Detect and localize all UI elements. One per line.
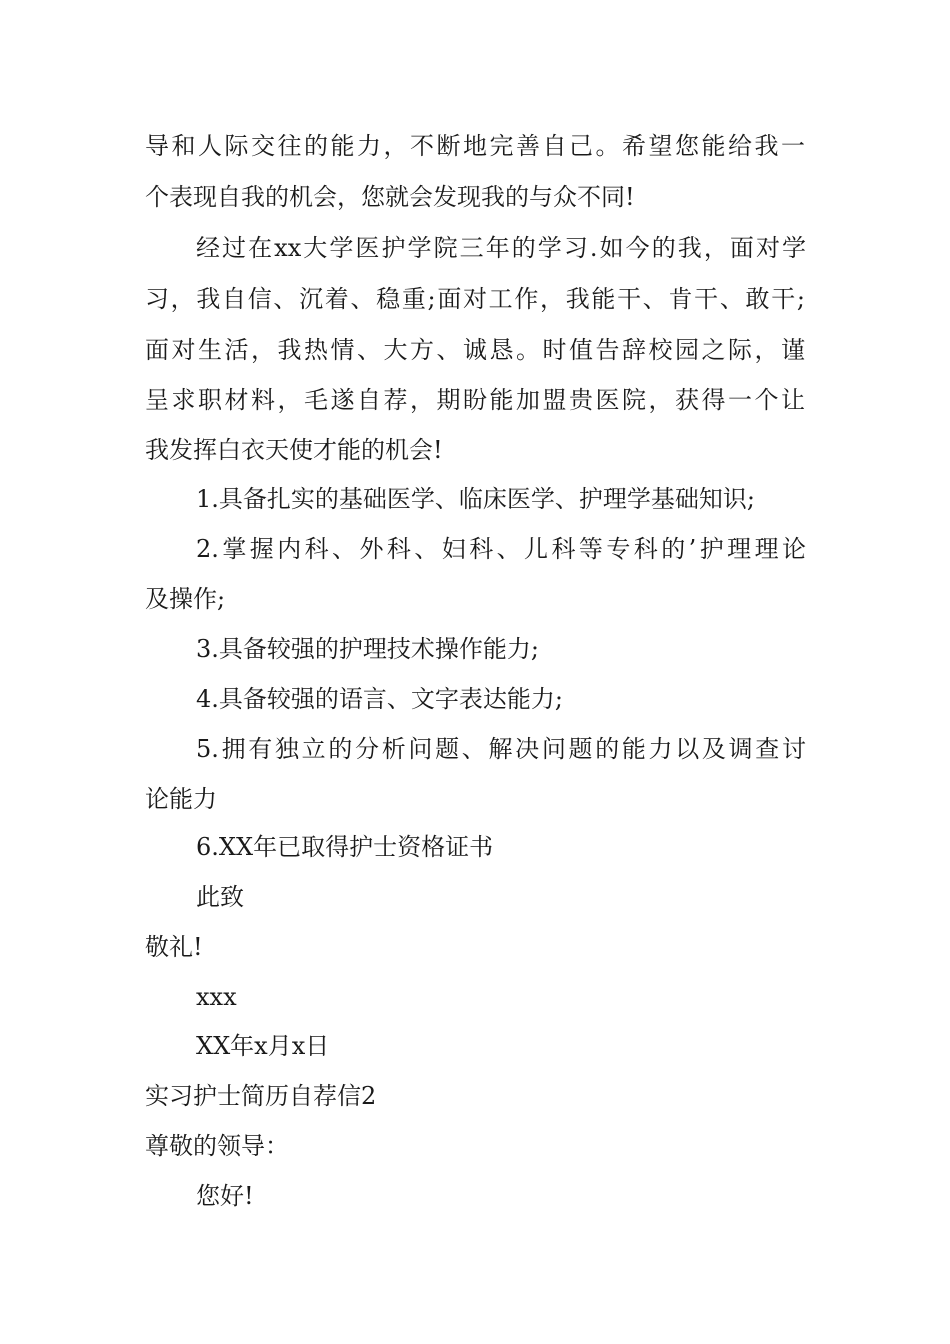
greeting-line: 尊敬的领导： [145,1132,289,1160]
list-item: 3.具备较强的护理技术操作能力; [196,635,539,663]
list-item: 2.掌握内科、外科、妇科、儿科等专科的’护理理论 [196,535,806,563]
list-item-continuation: 论能力 [145,785,217,813]
paragraph-line: 面对生活，我热情、大方、诚恳。时值告辞校园之际，谨 [145,336,805,364]
date-line: XX年x月x日 [196,1032,330,1060]
closing-line: 此致 [196,883,244,911]
greeting-line: 您好! [196,1182,254,1210]
list-item: 1.具备扎实的基础医学、临床医学、护理学基础知识; [196,485,755,513]
closing-salutation: 敬礼! [145,933,203,961]
list-item: 5.拥有独立的分析问题、解决问题的能力以及调查讨 [196,735,806,763]
list-item-continuation: 及操作; [145,585,226,613]
list-item: 4.具备较强的语言、文字表达能力; [196,685,563,713]
paragraph-line: 我发挥白衣天使才能的机会! [145,436,443,464]
paragraph-line: 呈求职材料，毛遂自荐，期盼能加盟贵医院，获得一个让 [145,386,805,414]
paragraph-line: 导和人际交往的能力，不断地完善自己。希望您能给我一 [145,132,805,160]
paragraph-line: 习，我自信、沉着、稳重;面对工作，我能干、肯干、敢干; [145,285,805,313]
section-title: 实习护士简历自荐信2 [145,1082,377,1110]
paragraph-line: 个表现自我的机会，您就会发现我的与众不同! [145,183,635,211]
paragraph-line: 经过在xx大学医护学院三年的学习.如今的我，面对学 [196,234,806,262]
list-item: 6.XX年已取得护士资格证书 [196,833,494,861]
signature: xxx [196,983,237,1011]
